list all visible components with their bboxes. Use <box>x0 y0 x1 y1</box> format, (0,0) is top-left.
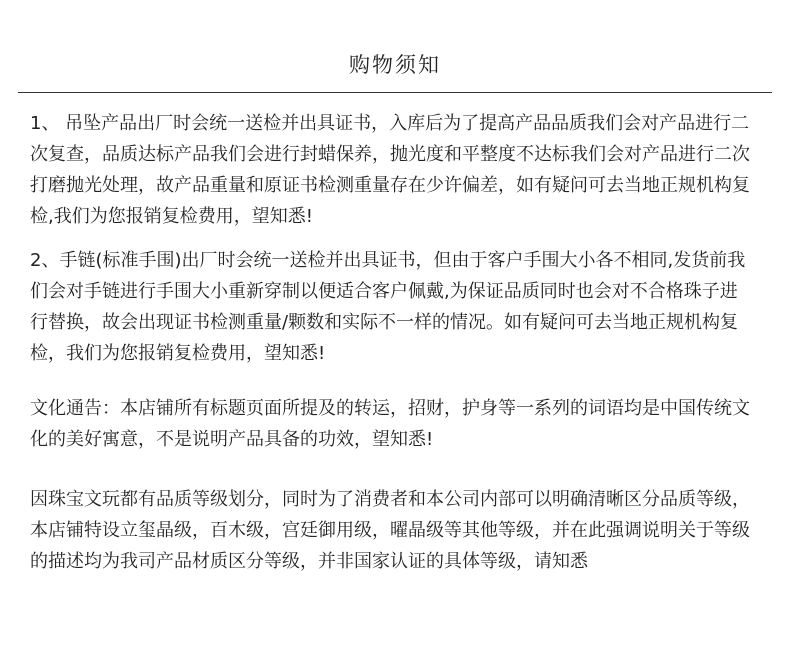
page-title: 购物须知 <box>349 53 441 77</box>
culture-notice-paragraph: 文化通告：本店铺所有标题页面所提及的转运，招财，护身等一系列的词语均是中国传统文化的美好寓意，不是说明产品具备的功效，望知悉! <box>30 398 750 450</box>
bracelet-notice-paragraph: 2、手链(标准手围)出厂时会统一送检并出具证书，但由于客户手围大小各不相同,发货前我们会对手链进行手围大小重新穿制以便适合客户佩戴,为保证品质同时也会对不合格珠子进行替换，故会出现证书检测重量/颗数和实际不一样的情况。如有疑问可去当地正规机构复检，我们为您报销复检费用，望知悉! <box>30 250 746 364</box>
pendant-notice-paragraph: 1、 吊坠产品出厂时会统一送检并出具证书，入库后为了提高产品品质我们会对产品进行二次复查，品质达标产品我们会进行封蜡保养，抛光度和平整度不达标我们会对产品进行二次打磨抛光处理，故产品重量和原证书检测重量存在少许偏差，如有疑问可去当地正规机构复检,我们为您报销复检费用，望知悉! <box>30 113 750 227</box>
title-divider <box>18 92 772 93</box>
grade-notice-paragraph: 因珠宝文玩都有品质等级划分，同时为了消费者和本公司内部可以明确清晰区分品质等级，本店铺特设立玺晶级，百木级，宫廷御用级，曜晶级等其他等级，并在此强调说明关于等级的描述均为我司产品材质区分等级，并非国家认证的具体等级，请知悉 <box>30 489 750 572</box>
